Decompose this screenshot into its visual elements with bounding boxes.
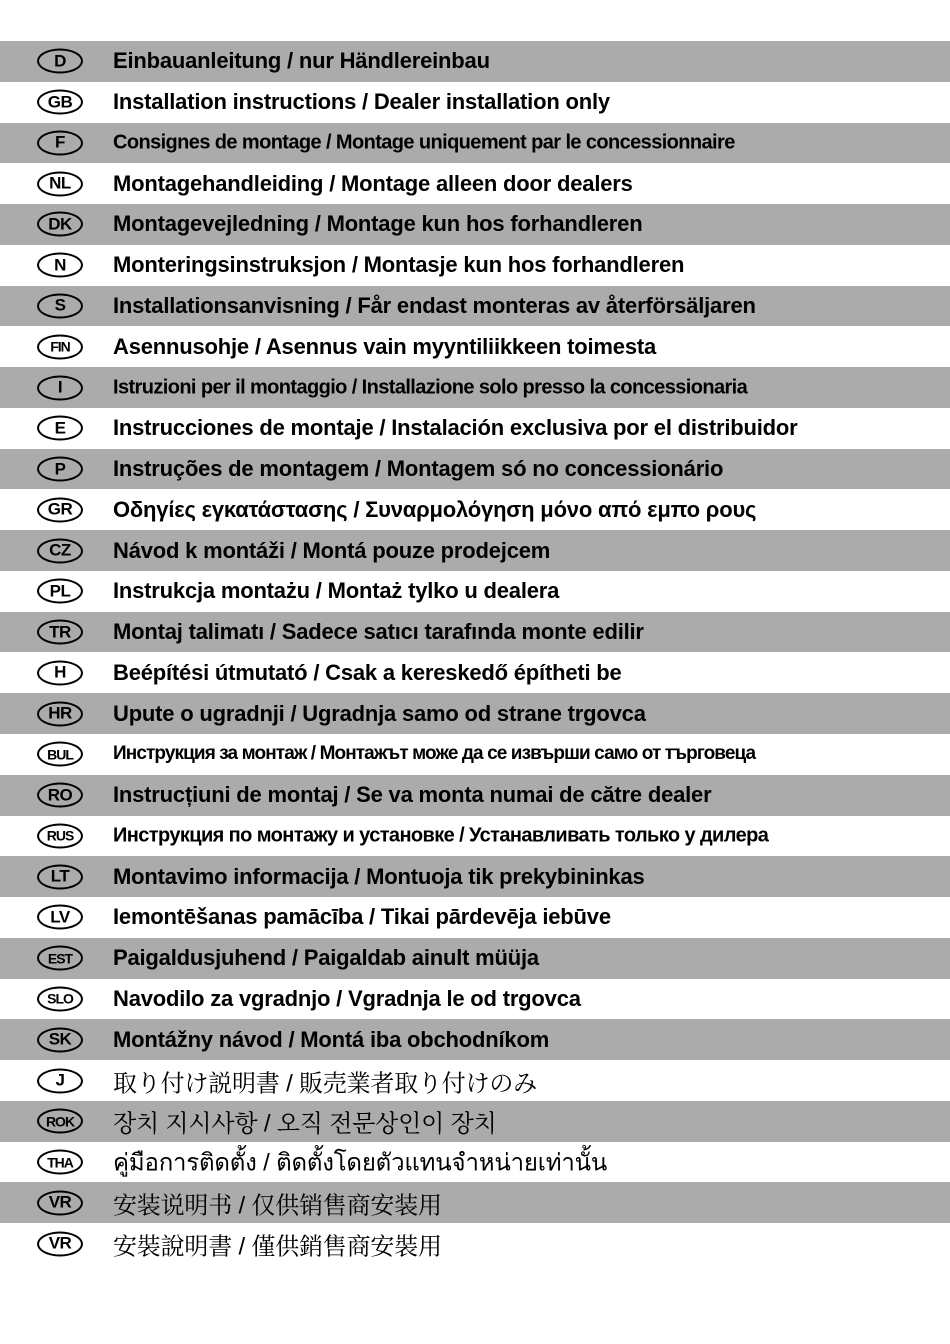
list-item [0,816,950,857]
instruction-title: Istruzioni per il montaggio / Installazione solo presso la concessionaria [113,376,748,398]
instruction-title: Navodilo za vgradnjo / Vgradnja le od trgovca [113,985,581,1011]
country-code-badge: FIN [37,334,83,359]
country-code-badge: D [37,49,83,74]
instruction-title: Instrukcja montażu / Montaż tylko u dealera [113,578,560,604]
instruction-title: 장치 지시사항 / 오직 전문상인이 장치 [113,1110,497,1138]
country-code-badge: BUL [37,742,83,767]
instruction-title: Instruções de montagem / Montagem só no concessionário [113,456,724,482]
country-code-badge: SLO [37,986,83,1011]
instruction-title: 安裝說明書 / 僅供銷售商安裝用 [113,1233,442,1261]
list-item [0,245,950,286]
instruction-title: Návod k montáži / Montá pouze prodejcem [113,537,551,563]
list-item [0,612,950,653]
country-code-badge: N [37,253,83,278]
list-item [0,693,950,734]
instruction-title: Installation instructions / Dealer installation only [113,89,610,115]
instruction-title: Monteringsinstruksjon / Montasje kun hos forhandleren [113,252,685,278]
list-item [0,204,950,245]
country-code-badge: F [37,130,83,155]
instruction-title: Instrucțiuni de montaj / Se va monta numai de către dealer [113,782,712,808]
list-item [0,938,950,979]
list-item [0,163,950,204]
instruction-title: Οδηγίες εγκατάστασης / Συναρμολόγηση μόνο από εμπο ρους [113,496,757,522]
instruction-title: Инструкция по монтажу и установке / Устанавливать только у дилера [113,824,769,847]
country-code-badge: GB [37,90,83,115]
country-code-badge: RUS [37,823,83,848]
instruction-title: Instrucciones de montaje / Instalación exclusiva por el distribuidor [113,415,798,441]
instruction-title: 取り付け説明書 / 販売業者取り付けのみ [113,1070,538,1098]
list-item [0,1142,950,1183]
country-code-badge: PL [37,579,83,604]
list-item [0,979,950,1020]
country-code-badge: VR [37,1190,83,1215]
list-item [0,571,950,612]
instruction-title: Montagevejledning / Montage kun hos forhandleren [113,211,643,237]
country-code-badge: J [37,1068,83,1093]
list-item [0,1060,950,1101]
list-item [0,489,950,530]
list-item [0,326,950,367]
instruction-title: Montavimo informacija / Montuoja tik prekybininkas [113,863,645,889]
country-code-badge: S [37,293,83,318]
country-code-badge: GR [37,497,83,522]
language-list [0,41,950,1264]
country-code-badge: NL [37,171,83,196]
instruction-title: Montážny návod / Montá iba obchodníkom [113,1026,550,1052]
list-item [0,408,950,449]
list-item [0,530,950,571]
instruction-title: Einbauanleitung / nur Händlereinbau [113,48,490,74]
instruction-title: 安装说明书 / 仅供销售商安装用 [113,1192,442,1220]
list-item [0,41,950,82]
country-code-badge: CZ [37,538,83,563]
country-code-badge: E [37,416,83,441]
list-item [0,449,950,490]
country-code-badge: TR [37,620,83,645]
country-code-badge: I [37,375,83,400]
list-item [0,897,950,938]
list-item [0,1182,950,1223]
list-item [0,82,950,123]
country-code-badge: VR [37,1231,83,1256]
list-item [0,286,950,327]
country-code-badge: LT [37,864,83,889]
list-item [0,775,950,816]
country-code-badge: SK [37,1027,83,1052]
instruction-title: Consignes de montage / Montage uniquement par le concessionnaire [113,131,735,154]
list-item [0,734,950,775]
list-item [0,123,950,164]
instruction-title: Montagehandleiding / Montage alleen door dealers [113,170,633,196]
list-item [0,1019,950,1060]
country-code-badge: LV [37,905,83,930]
list-item [0,652,950,693]
country-code-badge: RO [37,783,83,808]
list-item [0,1223,950,1264]
instruction-title: Asennusohje / Asennus vain myyntiliikkeen toimesta [113,333,657,359]
instruction-title: Инструкция за монтаж / Монтажът може да се извърши само от търговеца [113,743,756,765]
country-code-badge: DK [37,212,83,237]
instruction-title: Upute o ugradnji / Ugradnja samo od strane trgovca [113,700,646,726]
country-code-badge: THA [37,1150,83,1175]
instruction-title: Installationsanvisning / Får endast monteras av återförsäljaren [113,292,756,318]
country-code-badge: ROK [37,1109,83,1134]
instruction-title: คู่มือการติดตั้ง / ติดตั้งโดยตัวแทนจำหน่ายเท่านั้น [113,1149,608,1177]
country-code-badge: EST [37,946,83,971]
instruction-title: Beépítési útmutató / Csak a kereskedő építheti be [113,659,622,685]
list-item [0,856,950,897]
country-code-badge: H [37,660,83,685]
instruction-title: Montaj talimatı / Sadece satıcı tarafında monte edilir [113,619,644,645]
country-code-badge: P [37,457,83,482]
country-code-badge: HR [37,701,83,726]
instruction-title: Paigaldusjuhend / Paigaldab ainult müüja [113,945,539,971]
list-item [0,367,950,408]
list-item [0,1101,950,1142]
instruction-title: Iemontēšanas pamācība / Tikai pārdevēja iebūve [113,904,611,930]
